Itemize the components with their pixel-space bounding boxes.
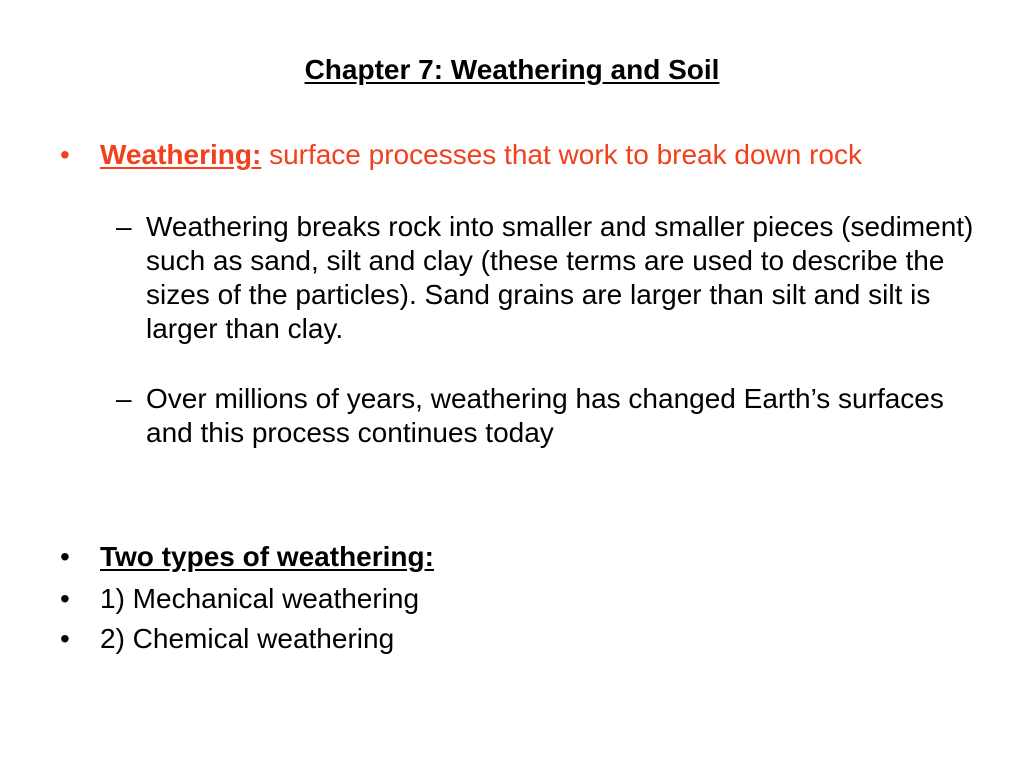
dash-icon: – (116, 211, 132, 242)
bullet-icon: • (60, 623, 70, 654)
type-item (60, 582, 980, 616)
bullet-icon: • (60, 583, 70, 614)
definition-bullet (60, 138, 980, 172)
definition-text: surface processes that work to break down rock (269, 139, 862, 170)
types-heading-bullet (60, 540, 980, 574)
type-text: 2) Chemical weathering (100, 623, 395, 654)
dash-icon: – (116, 383, 132, 414)
sub-point-text: Over millions of years, weathering has changed Earth’s surfaces and this process continues today (146, 383, 944, 448)
sub-point (116, 210, 976, 346)
type-item (60, 622, 980, 656)
page-title: Chapter 7: Weathering and Soil (304, 54, 720, 85)
type-text: 1) Mechanical weathering (100, 583, 420, 614)
sub-point (116, 382, 976, 450)
bullet-icon: • (60, 139, 70, 170)
definition-term: Weathering: (100, 139, 262, 170)
types-heading: Two types of weathering: (100, 541, 434, 572)
sub-point-text: Weathering breaks rock into smaller and smaller pieces (sediment) such as sand, silt and clay (these terms are used to describe the sizes of the particles). Sand grains are larger than silt and silt is larger than clay. (146, 211, 974, 344)
bullet-icon: • (60, 541, 70, 572)
